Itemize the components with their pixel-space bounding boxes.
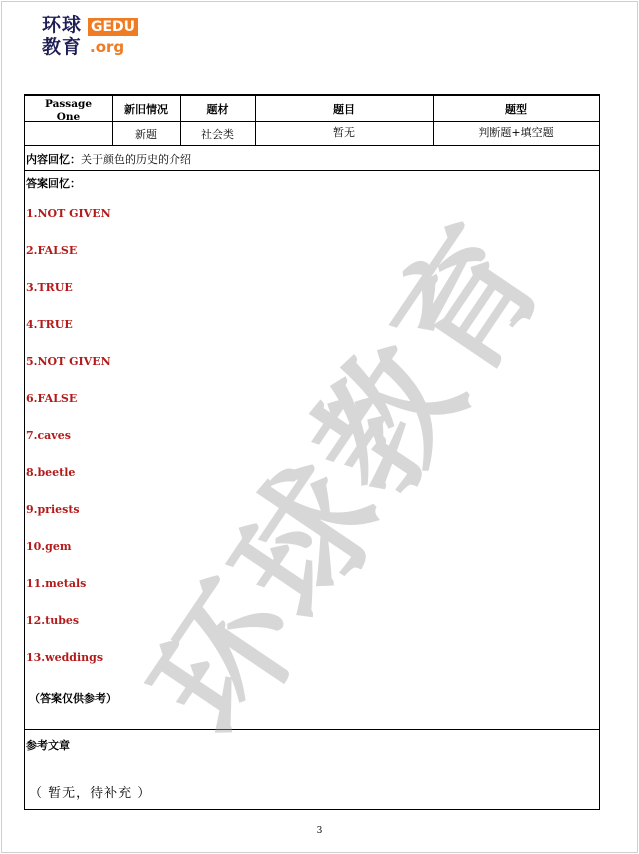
answer-item: 1.NOT GIVEN xyxy=(26,207,111,220)
value-question-type: 判断题+填空题 xyxy=(478,126,554,139)
answer-item: 5.NOT GIVEN xyxy=(26,355,111,368)
reference-pending-text: （ 暂无，待补充 ） xyxy=(29,786,152,801)
passage-label: Passage One xyxy=(44,98,93,123)
header-topic: 题材 xyxy=(206,103,229,116)
row-divider xyxy=(25,729,599,730)
page-number: 3 xyxy=(316,826,323,836)
header-question-type: 题型 xyxy=(505,103,527,116)
row-divider xyxy=(25,170,599,171)
content-recall-text: 关于颜色的历史的介绍 xyxy=(81,153,191,166)
answer-item: 13.weddings xyxy=(26,651,104,664)
content-recall xyxy=(26,151,191,167)
answer-item: 9.priests xyxy=(26,503,80,516)
answer-note: （答案仅供参考） xyxy=(29,692,117,705)
answer-item: 7.caves xyxy=(26,429,71,442)
value-status: 新题 xyxy=(135,128,157,141)
value-title: 暂无 xyxy=(333,126,355,139)
answer-item: 4.TRUE xyxy=(26,318,73,331)
answer-item: 12.tubes xyxy=(26,614,80,627)
answer-item: 2.FALSE xyxy=(26,244,78,257)
logo-chinese-text: 环球 教育 xyxy=(42,14,83,58)
answer-item: 10.gem xyxy=(26,540,72,553)
logo-gedu-badge: GEDU xyxy=(88,18,138,36)
row-divider xyxy=(25,145,599,146)
header-status: 新旧情况 xyxy=(124,103,168,116)
logo-org-text: .org xyxy=(90,38,125,56)
answer-recall-label: 答案回忆： xyxy=(26,177,81,190)
content-recall-label: 内容回忆： xyxy=(26,153,81,166)
answer-item: 3.TRUE xyxy=(26,281,73,294)
answer-item: 8.beetle xyxy=(26,466,76,479)
reference-label: 参考文章 xyxy=(26,739,70,752)
answer-table xyxy=(24,94,600,810)
watermark: 环球教育 xyxy=(121,194,578,763)
header-title: 题目 xyxy=(333,103,355,116)
answer-item: 6.FALSE xyxy=(26,392,78,405)
value-topic: 社会类 xyxy=(201,128,234,141)
answer-item: 11.metals xyxy=(26,577,87,590)
gedu-logo xyxy=(42,14,152,64)
